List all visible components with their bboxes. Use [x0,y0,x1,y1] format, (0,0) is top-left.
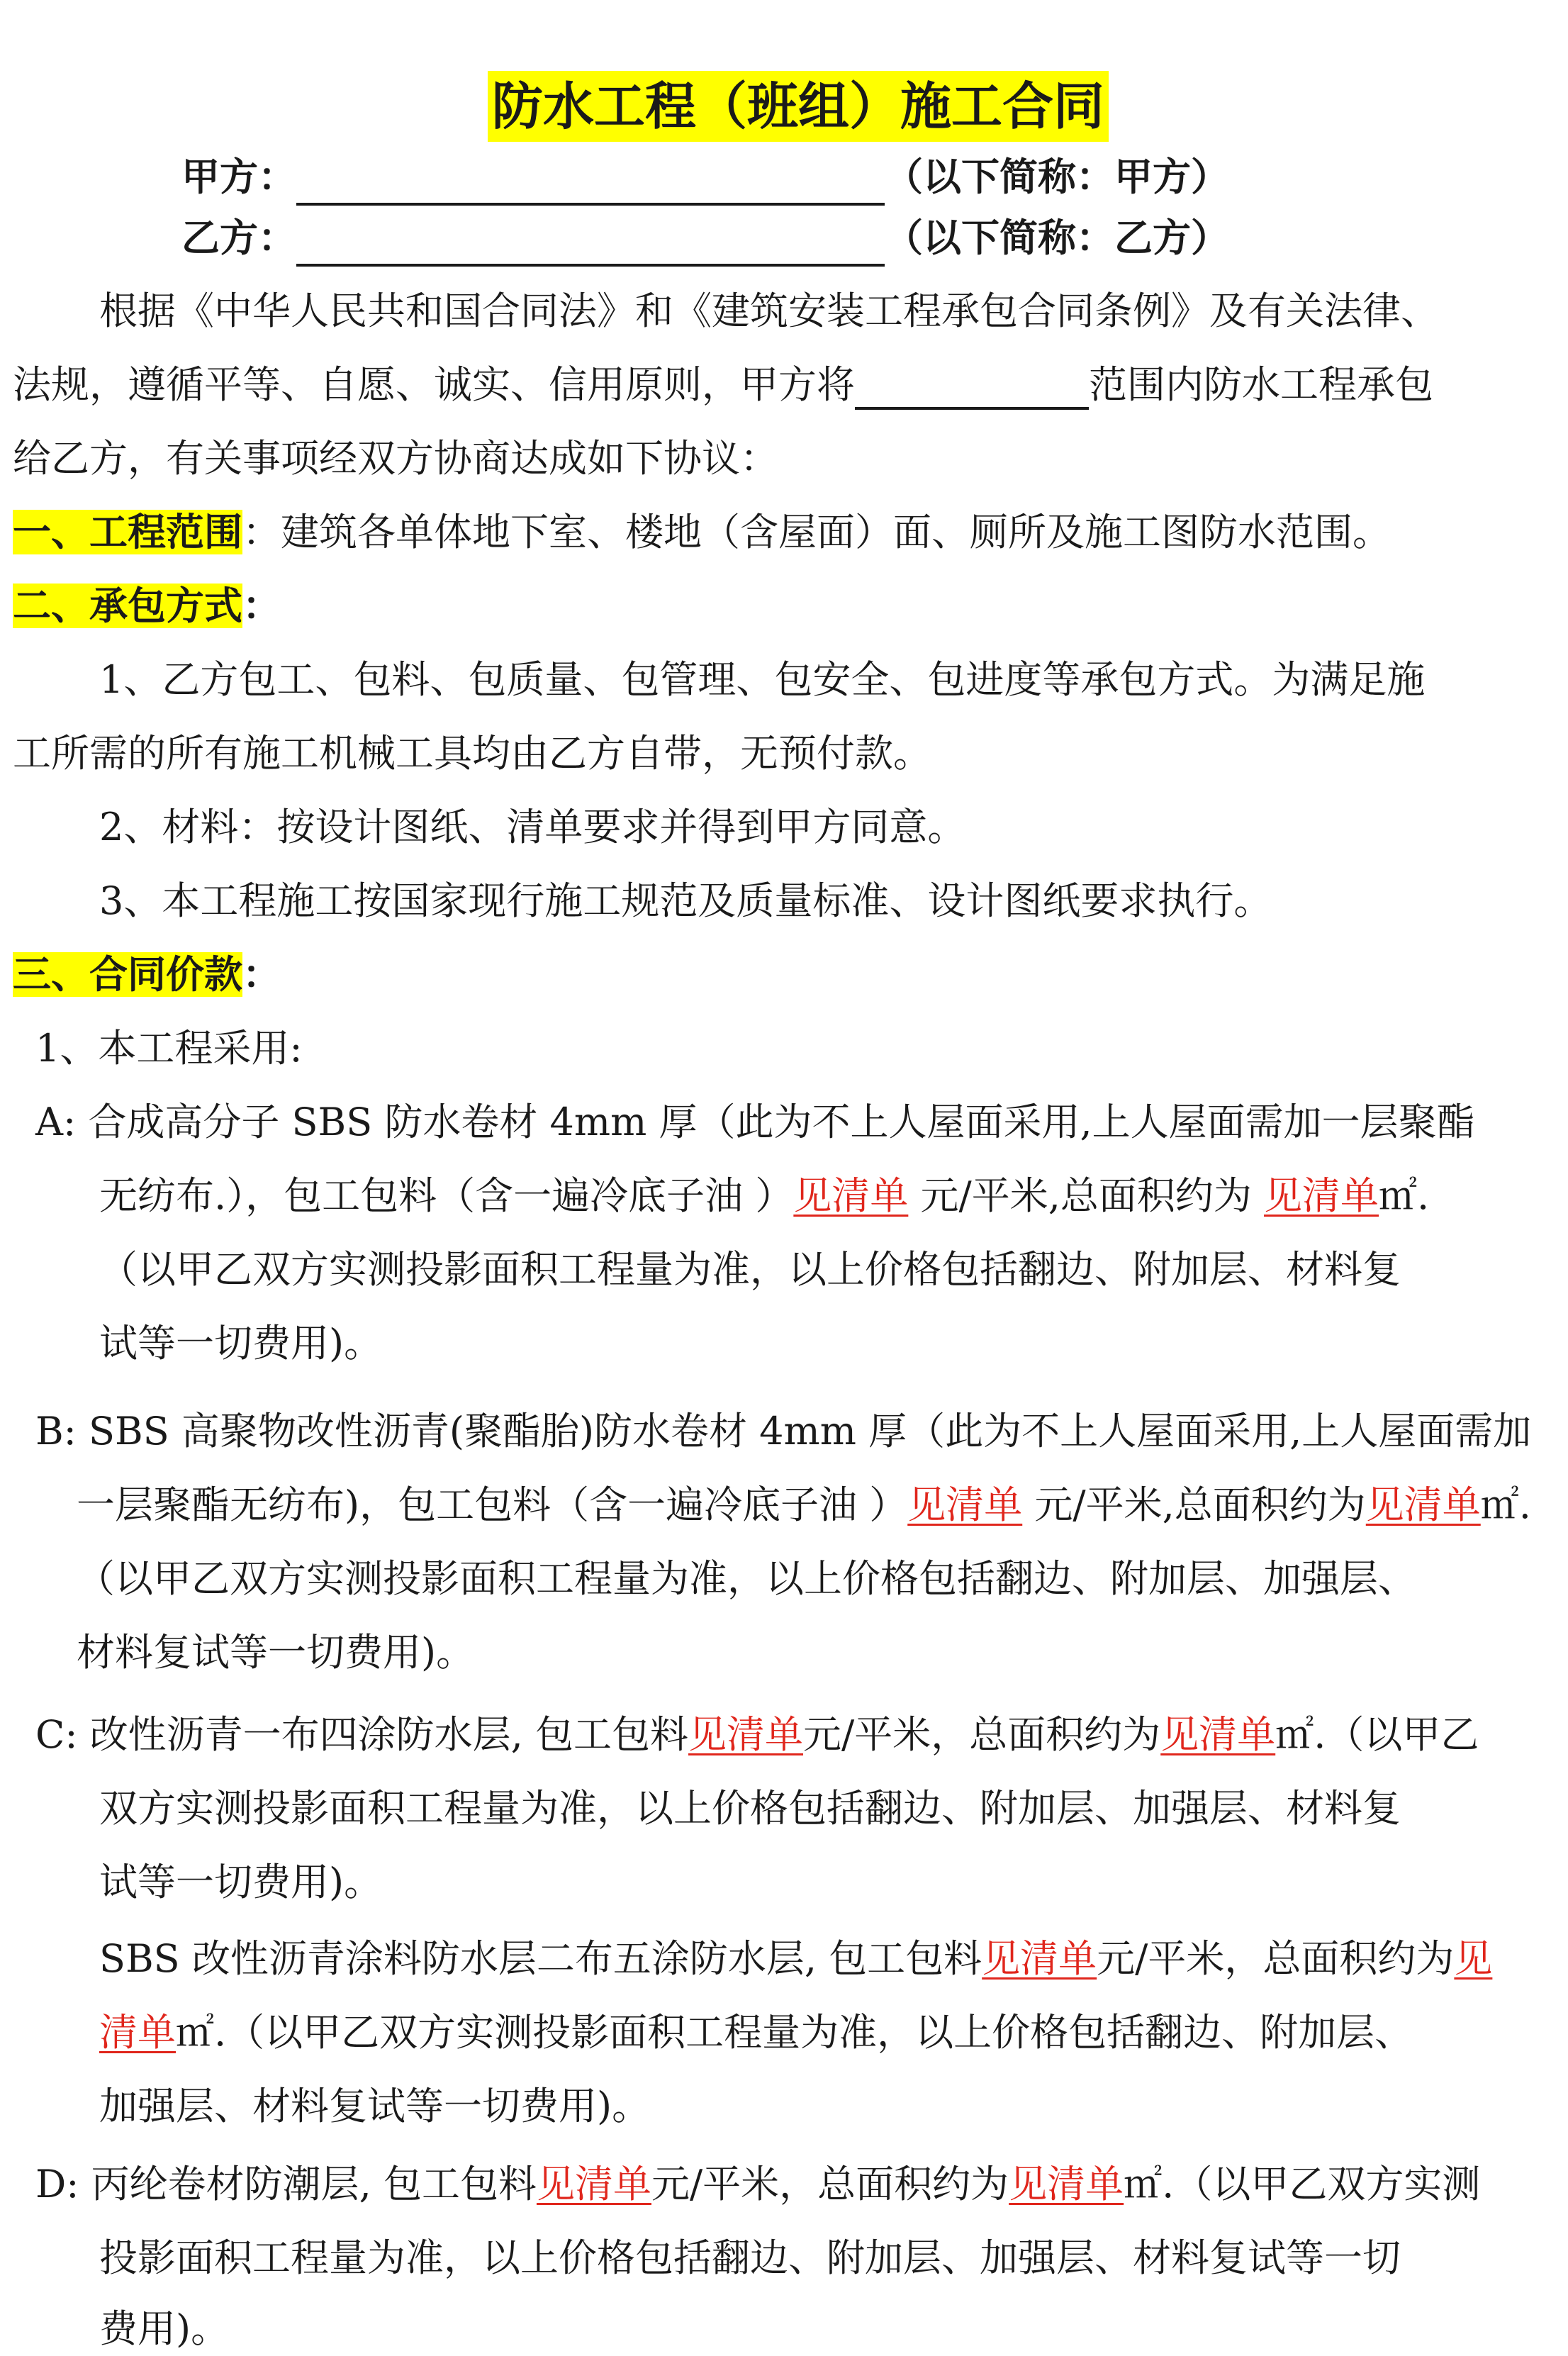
item-d-text: D: 丙纶卷材防潮层, 包工包料 [35,2162,537,2206]
section-3-colon: ： [242,952,281,997]
item-d-unit: 元/平米，总面积约为 [651,2162,1009,2206]
section-2-item-2: 2、材料：按设计图纸、清单要求并得到甲方同意。 [99,805,966,849]
item-a-line-3: （以甲乙双方实测投影面积工程量为准，以上价格包括翻边、附加层、材料复 [99,1247,1401,1292]
section-2 [13,581,281,631]
item-b-line-4: 材料复试等一切费用)。 [77,1630,475,1675]
item-c-line-1 [35,1710,1479,1760]
item-b-unit: 元/平米,总面积约为 [1022,1483,1366,1527]
see-list-area-d: 见清单 [1009,2162,1124,2206]
party-b-blank [296,224,885,267]
item-d-line-1 [35,2160,1480,2209]
section-1-text: ：建筑各单体地下室、楼地（含屋面）面、厕所及施工图防水范围。 [242,510,1391,554]
item-a-text: 无纺布.），包工包料（含一遍冷底子油 ） [99,1173,794,1218]
section-2-colon: ： [242,584,281,628]
item-c-sqm: ㎡.（以甲乙 [1275,1712,1479,1757]
section-2-item-1-cont: 工所需的所有施工机械工具均由乙方自带，无预付款。 [13,731,931,776]
scope-blank [855,367,1089,410]
item-b-line-2 [77,1480,1531,1530]
see-list-area-c2-start: 见 [1454,1936,1493,1981]
see-list-area-b: 见清单 [1365,1483,1481,1527]
section-1 [13,508,1391,557]
item-d-line-3: 费用)。 [99,2306,230,2351]
item-c-line-3: 试等一切费用)。 [99,1860,383,1904]
item-b-sqm: ㎡. [1480,1483,1531,1527]
see-list-price-b: 见清单 [907,1483,1023,1527]
intro-line-2 [13,360,1433,410]
party-a-suffix: （以下简称：甲方） [885,155,1229,199]
party-a-blank [296,163,885,206]
item-d-sqm: ㎡.（以甲乙双方实测 [1124,2162,1481,2206]
intro-line-3: 给乙方，有关事项经双方协商达成如下协议： [13,436,778,481]
section-1-heading: 一、工程范围 [13,510,242,554]
party-a-label: 甲方： [181,155,296,199]
item-c-line-2: 双方实测投影面积工程量为准，以上价格包括翻边、附加层、加强层、材料复 [99,1786,1401,1831]
intro-line-1: 根据《中华人民共和国合同法》和《建筑安装工程承包合同条例》及有关法律、 [99,289,1439,333]
item-c-line-5 [99,2008,1413,2058]
item-c2-text: SBS 改性沥青涂料防水层二布五涂防水层, 包工包料 [99,1936,982,1981]
party-a-row [181,149,1229,206]
see-list-area-c2-end: 清单 [99,2010,176,2055]
intro-line-2-tail: 范围内防水工程承包 [1089,362,1433,407]
item-b-line-3: （以甲乙双方实测投影面积工程量为准，以上价格包括翻边、附加层、加强层、 [77,1556,1416,1601]
see-list-area-a: 见清单 [1264,1173,1379,1218]
item-c-unit: 元/平米，总面积约为 [803,1712,1161,1757]
item-a-unit: 元/平米,总面积约为 [908,1173,1265,1218]
page-title: 防水工程（班组）施工合同 [488,71,1109,142]
item-c-line-6: 加强层、材料复试等一切费用)。 [99,2084,651,2128]
item-a-line-2 [99,1171,1429,1221]
see-list-price-c: 见清单 [688,1712,804,1757]
item-c-text: C: 改性沥青一布四涂防水层, 包工包料 [35,1712,689,1757]
section-2-item-3: 3、本工程施工按国家现行施工规范及质量标准、设计图纸要求执行。 [99,878,1272,923]
item-a-line-1: A: 合成高分子 SBS 防水卷材 4mm 厚（此为不上人屋面采用,上人屋面需加一层聚酯 [35,1100,1475,1144]
see-list-price-a: 见清单 [793,1173,909,1218]
section-3-item-1: 1、本工程采用: [35,1026,303,1071]
party-b-suffix: （以下简称：乙方） [885,216,1229,260]
see-list-area-c: 见清单 [1160,1712,1276,1757]
item-d-line-2: 投影面积工程量为准，以上价格包括翻边、附加层、加强层、材料复试等一切 [99,2235,1401,2280]
party-b-row [181,210,1229,267]
item-c-line-4 [99,1934,1492,1984]
section-3-heading: 三、合同价款 [13,952,242,997]
item-b-text: 一层聚酯无纺布)，包工包料（含一遍冷底子油 ） [77,1483,908,1527]
section-2-heading: 二、承包方式 [13,584,242,628]
party-b-label: 乙方： [181,216,296,260]
item-c2-sqm: ㎡.（以甲乙双方实测投影面积工程量为准，以上价格包括翻边、附加层、 [176,2010,1413,2055]
item-a-line-4: 试等一切费用)。 [99,1321,383,1366]
section-2-item-1: 1、乙方包工、包料、包质量、包管理、包安全、包进度等承包方式。为满足施 [99,657,1426,702]
item-c2-unit: 元/平米，总面积约为 [1097,1936,1455,1981]
intro-line-2-text: 法规，遵循平等、自愿、诚实、信用原则，甲方将 [13,362,855,407]
item-b-line-1: B: SBS 高聚物改性沥青(聚酯胎)防水卷材 4mm 厚（此为不上人屋面采用,上人屋面需加 [35,1409,1532,1453]
section-3 [13,950,281,1000]
item-a-sqm: ㎡. [1379,1173,1430,1218]
see-list-price-c2: 见清单 [982,1936,1097,1981]
see-list-price-d: 见清单 [536,2162,651,2206]
